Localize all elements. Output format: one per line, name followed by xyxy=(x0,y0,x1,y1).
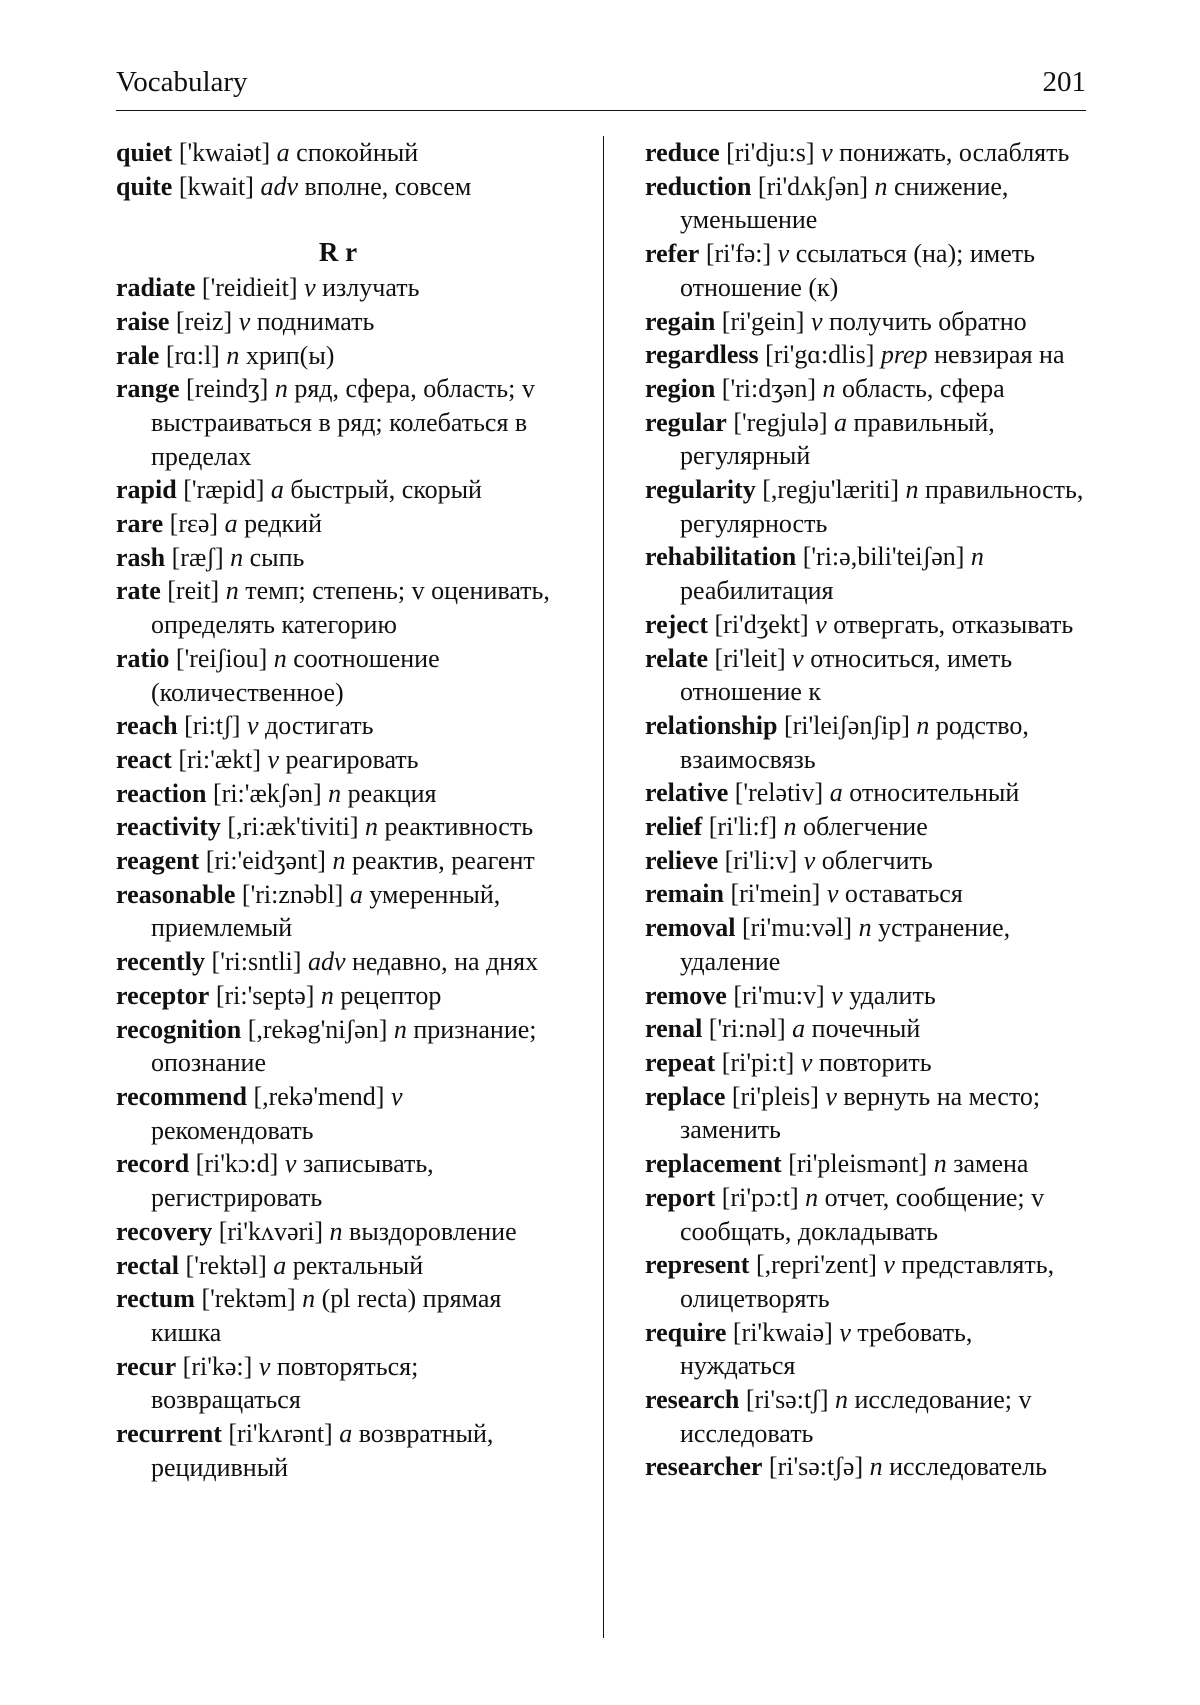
transcription: [,repri'zent] xyxy=(749,1250,884,1280)
dictionary-entry xyxy=(116,1249,560,1283)
definition: вернуть на место; заменить xyxy=(680,1081,1041,1145)
dictionary-entry xyxy=(645,608,1087,642)
headword: refer xyxy=(645,239,700,269)
transcription: [ri'kɔ:d] xyxy=(189,1149,285,1179)
headword: report xyxy=(645,1182,716,1212)
part-of-speech: n xyxy=(783,812,797,842)
transcription: [ri'li:f] xyxy=(702,812,784,842)
part-of-speech: n xyxy=(302,1284,316,1314)
part-of-speech: n xyxy=(905,475,919,505)
part-of-speech: v xyxy=(803,845,816,875)
headword: quite xyxy=(116,171,173,201)
dictionary-entry xyxy=(645,473,1087,540)
dictionary-entry xyxy=(116,473,560,507)
part-of-speech: n xyxy=(858,913,872,943)
dictionary-entry xyxy=(116,271,560,305)
headword: recovery xyxy=(116,1216,213,1246)
transcription: ['rektəm] xyxy=(194,1284,303,1314)
definition: облегчить xyxy=(815,845,933,875)
part-of-speech: v xyxy=(815,609,827,639)
definition: редкий xyxy=(237,509,322,539)
dictionary-entry xyxy=(116,541,560,575)
headword: removal xyxy=(645,913,736,943)
transcription: ['ri:ə,bili'teiʃən] xyxy=(796,542,971,572)
transcription: ['relətiv] xyxy=(728,778,830,808)
headword: research xyxy=(645,1385,740,1415)
headword: rapid xyxy=(116,475,177,505)
dictionary-entry xyxy=(116,1282,560,1349)
transcription: [,ri:æk'tiviti] xyxy=(220,812,365,842)
transcription: [rɛə] xyxy=(163,509,225,539)
dictionary-entry xyxy=(116,777,560,811)
entry-list xyxy=(116,136,560,203)
transcription: [ri'pleismənt] xyxy=(781,1149,934,1179)
transcription: ['reidieit] xyxy=(195,273,305,303)
part-of-speech: n xyxy=(869,1452,883,1482)
headword: reduction xyxy=(645,171,752,201)
part-of-speech: n xyxy=(365,812,378,842)
headword: represent xyxy=(645,1250,750,1280)
part-of-speech: n xyxy=(320,980,334,1010)
transcription: [ri'gɑ:dlis] xyxy=(758,340,881,370)
definition: замена xyxy=(946,1149,1029,1179)
definition: отчет, сообщение; v сообщать, докладывать xyxy=(680,1182,1045,1246)
definition: относиться, иметь отношение к xyxy=(680,643,1013,707)
part-of-speech: v xyxy=(304,273,316,303)
part-of-speech: v xyxy=(800,1047,813,1077)
dictionary-entry xyxy=(645,372,1087,406)
headword: reagent xyxy=(116,846,200,876)
definition: реакция xyxy=(341,778,437,808)
part-of-speech: a xyxy=(792,1014,806,1044)
part-of-speech: v xyxy=(826,879,839,909)
headword: raise xyxy=(116,306,170,336)
part-of-speech: v xyxy=(258,1351,271,1381)
dictionary-entry xyxy=(645,1080,1087,1147)
dictionary-entry xyxy=(645,1046,1087,1080)
dictionary-entry xyxy=(116,979,560,1013)
definition: отвергать, отказывать xyxy=(826,609,1074,639)
definition: реактивность xyxy=(378,812,534,842)
dictionary-entry xyxy=(116,507,560,541)
dictionary-entry xyxy=(645,1316,1087,1383)
definition: (pl recta) прямая кишка xyxy=(151,1284,502,1347)
definition: записывать, регистрировать xyxy=(151,1149,434,1213)
headword: reasonable xyxy=(116,879,236,909)
transcription: [,rekəg'niʃən] xyxy=(241,1014,394,1044)
headword: ratio xyxy=(116,643,170,673)
transcription: [ri'mu:vəl] xyxy=(735,913,859,943)
headword: reaction xyxy=(116,778,207,808)
definition: рекомендовать xyxy=(151,1115,314,1145)
dictionary-entry xyxy=(116,1417,560,1484)
dictionary-entry xyxy=(645,237,1087,304)
headword: recognition xyxy=(116,1014,242,1044)
transcription: [ri'dʒekt] xyxy=(708,609,816,639)
part-of-speech: n xyxy=(874,171,888,201)
headword: renal xyxy=(645,1014,703,1044)
transcription: ['reiʃiou] xyxy=(169,643,274,673)
part-of-speech: v xyxy=(246,711,259,741)
headword: relationship xyxy=(645,710,778,740)
part-of-speech: a xyxy=(276,138,290,167)
definition: получить обратно xyxy=(822,306,1027,336)
dictionary-entry xyxy=(116,339,560,373)
part-of-speech: n xyxy=(230,542,244,572)
part-of-speech: n xyxy=(226,340,240,370)
dictionary-entry xyxy=(116,810,560,844)
headword: relief xyxy=(645,812,703,842)
definition: почечный xyxy=(805,1014,921,1044)
dictionary-entry xyxy=(645,1012,1087,1046)
headword: reach xyxy=(116,711,178,741)
headword: rectum xyxy=(116,1284,195,1314)
part-of-speech: n xyxy=(933,1149,947,1179)
headword: recur xyxy=(116,1351,177,1381)
headword: rectal xyxy=(116,1250,180,1280)
dictionary-entry xyxy=(645,1147,1087,1181)
headword: researcher xyxy=(645,1452,763,1482)
part-of-speech: v xyxy=(792,643,804,673)
transcription: [reit] xyxy=(160,576,226,606)
dictionary-entry xyxy=(116,170,560,204)
headword: reduce xyxy=(645,138,720,167)
transcription: [ri'sə:tʃə] xyxy=(762,1452,870,1482)
definition: поднимать xyxy=(250,306,375,336)
headword: radiate xyxy=(116,273,196,303)
definition: быстрый, скорый xyxy=(283,475,482,505)
headword: rash xyxy=(116,542,166,572)
transcription: [ri:'ækʃən] xyxy=(206,778,329,808)
transcription: [ræʃ] xyxy=(165,542,231,572)
part-of-speech: v xyxy=(883,1250,895,1280)
part-of-speech: a xyxy=(339,1419,353,1449)
dictionary-entry xyxy=(116,878,560,945)
definition: оставаться xyxy=(838,879,963,909)
entry-list xyxy=(116,271,560,1484)
section-letter: R r xyxy=(318,237,358,268)
definition: излучать xyxy=(315,273,420,303)
part-of-speech: v xyxy=(825,1081,837,1111)
headword: record xyxy=(116,1149,190,1179)
headword: rehabilitation xyxy=(645,542,797,572)
headword: rare xyxy=(116,509,164,539)
dictionary-entry xyxy=(116,1350,560,1417)
headword: quiet xyxy=(116,138,173,167)
transcription: [ri:tʃ] xyxy=(177,711,247,741)
definition: правильность, регулярность xyxy=(680,475,1084,538)
definition: исследование; v исследовать xyxy=(680,1385,1032,1448)
part-of-speech: v xyxy=(839,1317,851,1347)
definition: спокойный xyxy=(289,138,419,167)
transcription: [,rekə'mend] xyxy=(246,1081,391,1111)
transcription: [ri'leit] xyxy=(708,643,793,673)
dictionary-entry xyxy=(645,305,1087,339)
definition: правильный, регулярный xyxy=(680,407,995,471)
headword: rale xyxy=(116,340,160,370)
definition: возвратный, рецидивный xyxy=(151,1419,494,1482)
headword: regain xyxy=(645,306,716,336)
transcription: [ri'dju:s] xyxy=(719,138,822,167)
headword: replace xyxy=(645,1081,726,1111)
headword: range xyxy=(116,374,180,404)
definition: повторяться; возвращаться xyxy=(151,1351,419,1415)
page-number: 201 xyxy=(1042,66,1086,98)
dictionary-entry xyxy=(116,642,560,709)
transcription: ['rektəl] xyxy=(179,1250,274,1280)
definition: сыпь xyxy=(243,542,305,572)
dictionary-entry xyxy=(645,776,1087,810)
dictionary-entry xyxy=(116,844,560,878)
transcription: [ri:'septə] xyxy=(209,980,321,1010)
headword: relieve xyxy=(645,845,719,875)
dictionary-entry xyxy=(116,1080,560,1147)
part-of-speech: n xyxy=(329,1216,343,1246)
right-column xyxy=(645,136,1087,1484)
part-of-speech: v xyxy=(284,1149,297,1179)
headword: remove xyxy=(645,980,727,1010)
dictionary-entry xyxy=(116,1215,560,1249)
definition: требовать, нуждаться xyxy=(680,1317,973,1381)
part-of-speech: a xyxy=(224,509,238,539)
transcription: [reindʒ] xyxy=(179,374,275,404)
definition: удалить xyxy=(842,980,936,1010)
definition: реабилитация xyxy=(680,576,834,606)
dictionary-entry xyxy=(116,1013,560,1080)
transcription: ['ri:znəbl] xyxy=(235,879,350,909)
definition: недавно, на днях xyxy=(345,947,539,977)
dictionary-entry xyxy=(645,642,1087,709)
headword: require xyxy=(645,1317,727,1347)
transcription: [reiz] xyxy=(169,306,239,336)
dictionary-entry xyxy=(645,338,1087,372)
part-of-speech: n xyxy=(970,542,984,572)
definition: выздоровление xyxy=(342,1216,517,1246)
transcription: [ri'dʌkʃən] xyxy=(751,171,875,201)
transcription: [kwait] xyxy=(172,171,261,201)
definition: реактив, реагент xyxy=(345,846,535,876)
transcription: ['ri:nəl] xyxy=(702,1014,793,1044)
page-header xyxy=(116,62,1086,111)
dictionary-entry xyxy=(645,709,1087,776)
headword: recommend xyxy=(116,1081,247,1111)
definition: понижать, ослаблять xyxy=(832,138,1070,167)
definition: облегчение xyxy=(796,812,928,842)
entry-list xyxy=(645,136,1087,1484)
transcription: ['ri:dʒən] xyxy=(715,373,823,403)
headword: regular xyxy=(645,407,727,437)
dictionary-entry xyxy=(645,406,1087,473)
left-column xyxy=(116,136,560,1484)
transcription: [ri'kə:] xyxy=(176,1351,259,1381)
transcription: [ri'pi:t] xyxy=(715,1047,801,1077)
transcription: ['ræpid] xyxy=(176,475,271,505)
part-of-speech: n xyxy=(805,1182,819,1212)
definition: вполне, совсем xyxy=(297,171,472,201)
part-of-speech: v xyxy=(238,306,251,336)
running-title: Vocabulary xyxy=(116,66,248,98)
part-of-speech: a xyxy=(270,475,284,505)
transcription: [ri'kʌvəri] xyxy=(212,1216,330,1246)
part-of-speech: a xyxy=(834,407,848,437)
definition: ссылаться (на); иметь отношение (к) xyxy=(680,239,1035,302)
part-of-speech: n xyxy=(393,1014,407,1044)
definition: снижение, уменьшение xyxy=(680,171,1009,235)
definition: умеренный, приемлемый xyxy=(151,879,501,943)
part-of-speech: n xyxy=(273,643,287,673)
definition: темп; степень; v оценивать, определять категорию xyxy=(151,576,550,640)
dictionary-entry xyxy=(645,844,1087,878)
part-of-speech: v xyxy=(831,980,843,1010)
dictionary-entry xyxy=(645,810,1087,844)
transcription: [ri'pleis] xyxy=(725,1081,826,1111)
definition: рецептор xyxy=(333,980,442,1010)
transcription: [ri'sə:tʃ] xyxy=(739,1385,835,1415)
transcription: [ri'mein] xyxy=(723,879,827,909)
transcription: [ri'mu:v] xyxy=(726,980,832,1010)
transcription: ['regjulə] xyxy=(726,407,835,437)
headword: reactivity xyxy=(116,812,221,842)
transcription: [ri'fə:] xyxy=(699,239,778,269)
part-of-speech: v xyxy=(390,1081,403,1111)
part-of-speech: n xyxy=(332,846,346,876)
part-of-speech: a xyxy=(349,879,363,909)
definition: устранение, удаление xyxy=(680,913,1011,976)
part-of-speech: n xyxy=(328,778,342,808)
transcription: [ri'leiʃənʃip] xyxy=(777,710,917,740)
dictionary-entry xyxy=(116,743,560,777)
dictionary-entry xyxy=(645,911,1087,978)
transcription: [rɑ:l] xyxy=(159,340,227,370)
dictionary-entry xyxy=(116,945,560,979)
headword: region xyxy=(645,373,716,403)
dictionary-entry xyxy=(645,1181,1087,1248)
dictionary-entry xyxy=(645,1383,1087,1450)
definition: ректальный xyxy=(286,1250,424,1280)
definition: родство, взаимосвязь xyxy=(680,710,1029,774)
definition: невзирая на xyxy=(927,340,1065,370)
definition: хрип(ы) xyxy=(239,340,335,370)
part-of-speech: v xyxy=(267,744,280,774)
column-divider xyxy=(603,136,604,1638)
headword: relate xyxy=(645,643,709,673)
headword: relative xyxy=(645,778,729,808)
headword: receptor xyxy=(116,980,210,1010)
definition: исследователь xyxy=(882,1452,1048,1482)
headword: regularity xyxy=(645,475,756,505)
definition: реагировать xyxy=(279,744,419,774)
transcription: [ri:'eidʒənt] xyxy=(199,846,333,876)
headword: replacement xyxy=(645,1149,782,1179)
headword: react xyxy=(116,744,172,774)
transcription: [ri'li:v] xyxy=(718,845,804,875)
headword: reject xyxy=(645,609,709,639)
headword: repeat xyxy=(645,1047,716,1077)
dictionary-entry xyxy=(645,170,1087,237)
definition: соотношение (количественное) xyxy=(151,643,440,707)
headword: recently xyxy=(116,947,206,977)
transcription: [ri'pɔ:t] xyxy=(715,1182,806,1212)
headword: recurrent xyxy=(116,1419,222,1449)
dictionary-entry xyxy=(116,372,560,473)
dictionary-entry xyxy=(645,877,1087,911)
part-of-speech: n xyxy=(225,576,239,606)
transcription: [,regju'læriti] xyxy=(755,475,906,505)
dictionary-entry xyxy=(116,574,560,641)
part-of-speech: v xyxy=(810,306,823,336)
dictionary-entry xyxy=(645,136,1087,170)
dictionary-entry xyxy=(116,305,560,339)
part-of-speech: a xyxy=(273,1250,287,1280)
transcription: [ri'kwaiə] xyxy=(726,1317,840,1347)
transcription: [ri'gein] xyxy=(715,306,811,336)
part-of-speech: adv xyxy=(307,947,346,977)
part-of-speech: prep xyxy=(880,340,928,370)
definition: область, сфера xyxy=(835,373,1005,403)
transcription: [ri:'ækt] xyxy=(171,744,268,774)
headword: regardless xyxy=(645,340,759,370)
transcription: [ri'kʌrənt] xyxy=(221,1419,340,1449)
part-of-speech: v xyxy=(821,138,833,167)
dictionary-entry xyxy=(645,540,1087,607)
part-of-speech: a xyxy=(829,778,843,808)
headword: rate xyxy=(116,576,161,606)
headword: remain xyxy=(645,879,724,909)
part-of-speech: adv xyxy=(260,171,298,201)
part-of-speech: n xyxy=(835,1385,848,1415)
part-of-speech: n xyxy=(822,373,836,403)
dictionary-entry xyxy=(645,1450,1087,1484)
transcription: ['kwaiət] xyxy=(172,138,277,167)
dictionary-entry xyxy=(645,1248,1087,1315)
part-of-speech: n xyxy=(916,710,930,740)
definition: достигать xyxy=(258,711,374,741)
definition: относительный xyxy=(842,778,1020,808)
dictionary-entry xyxy=(116,1147,560,1214)
definition: признание; опознание xyxy=(151,1014,537,1078)
part-of-speech: n xyxy=(274,374,288,404)
transcription: ['ri:sntli] xyxy=(205,947,308,977)
dictionary-entry xyxy=(116,136,560,170)
definition: повторить xyxy=(812,1047,932,1077)
part-of-speech: v xyxy=(777,239,790,269)
definition: ряд, сфера, область; v выстраиваться в ряд; колебаться в пределах xyxy=(151,374,535,471)
dictionary-entry xyxy=(116,709,560,743)
definition: представлять, олицетворять xyxy=(680,1250,1055,1313)
dictionary-entry xyxy=(645,979,1087,1013)
